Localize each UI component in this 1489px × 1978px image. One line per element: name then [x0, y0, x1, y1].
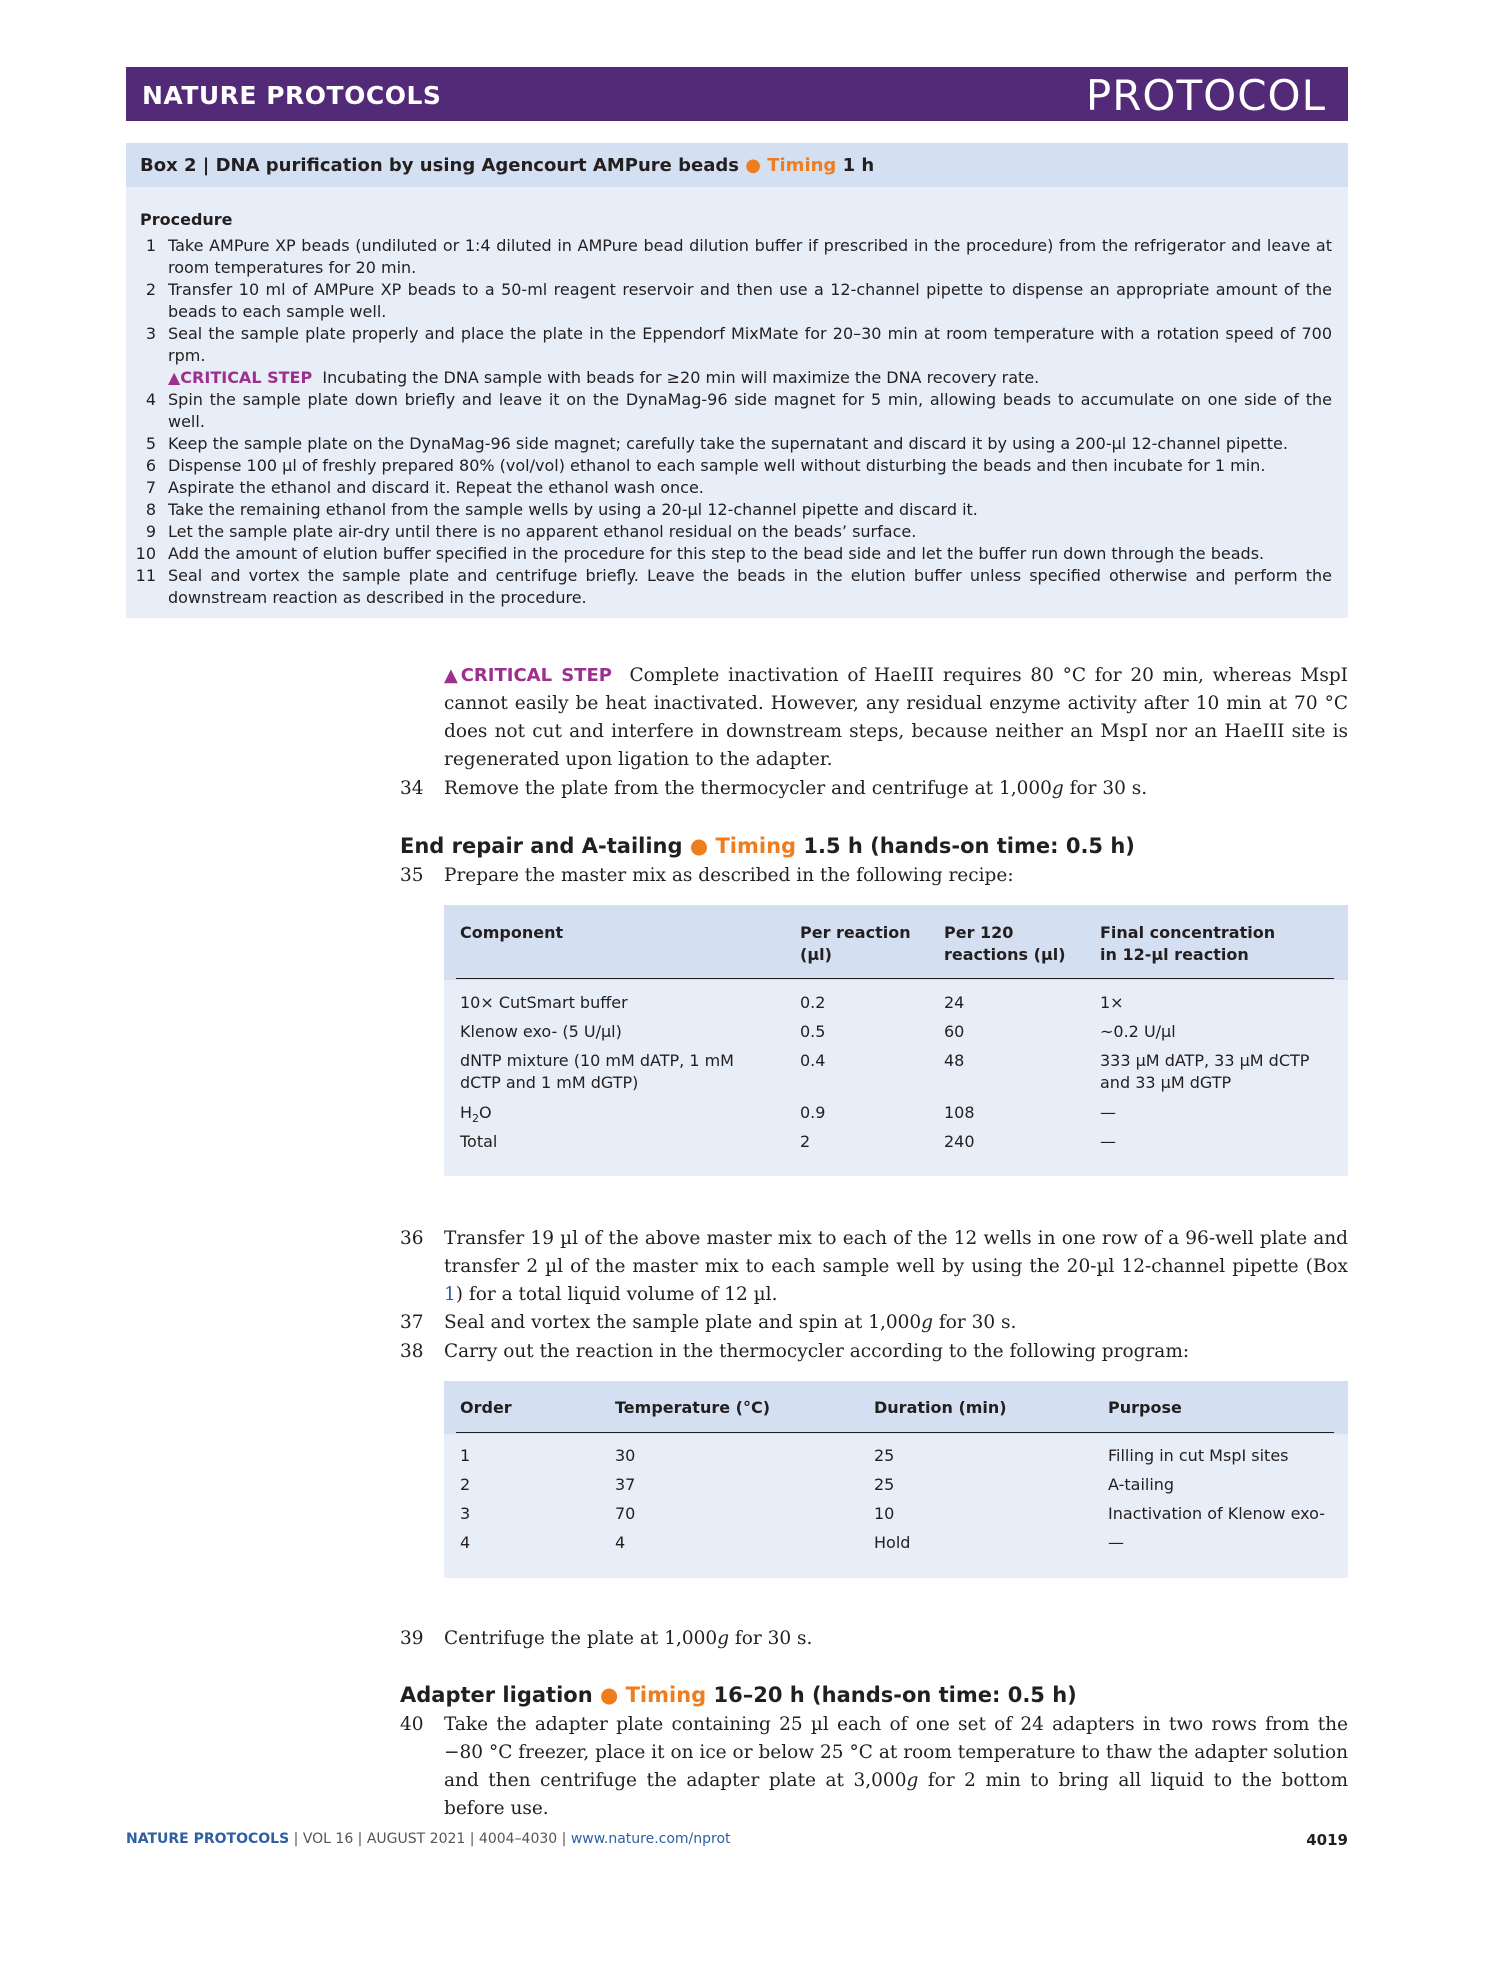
table-cell: ~0.2 U/µl [1100, 1022, 1176, 1041]
section-heading-adapter-ligation [400, 1683, 1077, 1707]
step-text: Transfer 19 µl of the above master mix to each of the 12 wells in one row of a 96-well plate and transfer 2 µl of the master mix to each sample well by using the 20-µl 12-channel pipette (Box [444, 1228, 1348, 1277]
table-cell: 0.5 [800, 1022, 826, 1041]
table-cell: 10 [874, 1504, 895, 1523]
critical-step-label: ▲CRITICAL STEP [444, 665, 612, 686]
table-cell: Klenow exo- (5 U/µl) [460, 1022, 622, 1041]
table-cell: 2 [800, 1132, 811, 1151]
g-unit: g [1051, 778, 1064, 799]
timing-value: 1.5 h (hands-on time: 0.5 h) [803, 834, 1135, 858]
master-mix-table [444, 905, 1348, 1176]
step-text: Dispense 100 µl of freshly prepared 80% (vol/vol) ethanol to each sample well without disturbing the beads and then incubate for 1 min. [168, 456, 1266, 475]
timing-value: 16–20 h (hands-on time: 0.5 h) [713, 1683, 1077, 1707]
table-cell: 2 [460, 1475, 471, 1494]
step-number: 36 [400, 1228, 424, 1249]
timing-label: Timing [625, 1683, 707, 1707]
footer-pages: 4004–4030 [478, 1831, 558, 1847]
table-cell: 24 [944, 993, 965, 1012]
procedure-step [126, 521, 1348, 543]
table-cell: dNTP mixture (10 mM dATP, 1 mM dCTP and 1 mM dGTP) [460, 1051, 734, 1092]
timing-dot-icon: ● [599, 1683, 619, 1707]
column-header: Per 120 reactions (µl) [944, 923, 1066, 964]
table-cell: 0.4 [800, 1051, 826, 1070]
procedure-step [126, 323, 1348, 367]
step-number: 4 [145, 390, 156, 409]
step-40-text [444, 1711, 1348, 1823]
column-header: Duration (min) [874, 1398, 1007, 1417]
table-cell: 1× [1100, 993, 1124, 1012]
step-text: for 2 min to bring all liquid to the bottom before use. [444, 1770, 1349, 1819]
critical-step-text: Complete inactivation of HaeIII requires 80 °C for 20 min, whereas MspI cannot easily be heat inactivated. However, any residual enzyme activity after 10 min at 70 °C does not cut and interfere in downstream steps, because neither an MspI nor an HaeIII site is regenerated upon ligation to the adapter. [444, 665, 1348, 770]
g-unit: g [717, 1628, 730, 1649]
critical-step-text: Incubating the DNA sample with beads for ≥20 min will maximize the DNA recovery rate. [322, 368, 1040, 387]
step-number: 3 [145, 324, 156, 343]
timing-dot-icon: ● [745, 155, 761, 176]
procedure-steps [126, 235, 1348, 609]
table-cell: 108 [944, 1103, 975, 1122]
step-number: 7 [145, 478, 156, 497]
column-header: Purpose [1108, 1398, 1182, 1417]
table-cell: Hold [874, 1533, 911, 1552]
step-text: Aspirate the ethanol and discard it. Repeat the ethanol wash once. [168, 478, 704, 497]
timing-dot-icon: ● [689, 834, 709, 858]
journal-name: NATURE PROTOCOLS [142, 81, 442, 110]
critical-step-paragraph [444, 662, 1348, 774]
procedure-step [126, 235, 1348, 279]
box-title-text: Box 2 | DNA purification by using Agencourt AMPure beads [140, 155, 739, 176]
step-text: Remove the plate from the thermocycler and centrifuge at 1,000 [444, 778, 1052, 799]
table-rule [456, 978, 1334, 979]
step-text: Seal and vortex the sample plate and centrifuge briefly. Leave the beads in the elution buffer unless specified otherwise and perform the downstream reaction as described in the procedure. [168, 566, 1332, 607]
critical-step-label: ▲CRITICAL STEP [168, 368, 313, 387]
table-cell: $H_2O$ [460, 1103, 492, 1126]
box-title [140, 155, 874, 176]
table-cell: 48 [944, 1051, 965, 1070]
step-text: for 30 s. [933, 1312, 1017, 1333]
step-36-text [444, 1225, 1348, 1309]
step-34-text [444, 775, 1348, 803]
step-text: for 30 s. [1063, 778, 1148, 799]
step-text: ) for a total liquid volume of 12 µl. [455, 1284, 778, 1305]
step-number: 1 [145, 236, 156, 255]
page-footer: NATURE PROTOCOLS | VOL 16 | AUGUST 2021 | 4004–4030 | www.nature.com/nprot [126, 1831, 731, 1847]
page-number: 4019 [1306, 1831, 1348, 1849]
table-cell: 4 [460, 1533, 471, 1552]
step-number: 9 [145, 522, 156, 541]
step-text: Seal and vortex the sample plate and spin at 1,000 [444, 1312, 922, 1333]
procedure-step [126, 477, 1348, 499]
step-number: 40 [400, 1714, 424, 1735]
step-text: Transfer 10 ml of AMPure XP beads to a 50-ml reagent reservoir and then use a 12-channel pipette to dispense an appropriate amount of the beads to each sample well. [168, 280, 1332, 321]
table-cell: Filling in cut MspI sites [1108, 1446, 1289, 1465]
column-header: Final concentration in 12-µl reaction [1100, 923, 1276, 964]
section-title: End repair and A-tailing [400, 834, 683, 858]
procedure-step [126, 389, 1348, 433]
table-cell: 60 [944, 1022, 965, 1041]
column-header: Temperature (°C) [615, 1398, 771, 1417]
g-unit: g [906, 1770, 919, 1791]
step-number: 10 [135, 544, 156, 563]
table-cell: 3 [460, 1504, 471, 1523]
step-35-text: Prepare the master mix as described in the following recipe: [444, 865, 1014, 886]
footer-volume: VOL 16 [302, 1831, 354, 1847]
step-text: Let the sample plate air-dry until there is no apparent ethanol residual on the beads’ surface. [168, 522, 917, 541]
table-cell: A-tailing [1108, 1475, 1175, 1494]
step-text: Add the amount of elution buffer specified in the procedure for this step to the bead side and let the buffer run down through the beads. [168, 544, 1265, 563]
journal-header-bar [126, 67, 1348, 121]
table-cell: Inactivation of Klenow exo- [1108, 1504, 1325, 1523]
table-cell: 70 [615, 1504, 636, 1523]
step-text: Centrifuge the plate at 1,000 [444, 1628, 718, 1649]
timing-label: Timing [715, 834, 797, 858]
footer-journal: NATURE PROTOCOLS [126, 1831, 290, 1847]
table-cell: 4 [615, 1533, 626, 1552]
step-number: 8 [145, 500, 156, 519]
procedure-step [126, 499, 1348, 521]
box-timing-value: 1 h [842, 155, 875, 176]
step-number: 6 [145, 456, 156, 475]
step-text: Keep the sample plate on the DynaMag-96 side magnet; carefully take the supernatant and discard it by using a 200-µl 12-channel pipette. [168, 434, 1288, 453]
table-cell: — [1108, 1533, 1124, 1552]
table-cell: 0.2 [800, 993, 826, 1012]
step-number: 37 [400, 1312, 424, 1333]
box-2 [126, 143, 1348, 618]
procedure-step [126, 565, 1348, 609]
table-cell: 30 [615, 1446, 636, 1465]
step-text: Take the remaining ethanol from the sample wells by using a 20-µl 12-channel pipette and discard it. [168, 500, 978, 519]
step-text: Take the adapter plate containing 25 µl each of one set of 24 adapters in two rows from the −80 °C freezer, place it on ice or below 25 °C at room temperature to thaw the adapter solution and then centrifuge the adapter plate at 3,000 [444, 1714, 1348, 1791]
table-cell: 0.9 [800, 1103, 826, 1122]
column-header: Component [460, 923, 564, 942]
table-cell: 240 [944, 1132, 975, 1151]
table-cell: 333 µM dATP, 33 µM dCTP and 33 µM dGTP [1100, 1051, 1310, 1092]
table-rule [456, 1432, 1334, 1433]
procedure-step [126, 279, 1348, 323]
procedure-step [126, 543, 1348, 565]
step-number: 38 [400, 1341, 424, 1362]
step-number: 34 [400, 778, 424, 799]
step-38-text: Carry out the reaction in the thermocycler according to the following program: [444, 1341, 1190, 1362]
table-cell: Total [460, 1132, 498, 1151]
step-number: 39 [400, 1628, 424, 1649]
table-cell: — [1100, 1103, 1116, 1122]
procedure-step [126, 433, 1348, 455]
table-cell: 25 [874, 1446, 895, 1465]
footer-date: AUGUST 2021 [366, 1831, 466, 1847]
table-cell: — [1100, 1132, 1116, 1151]
table-cell: 25 [874, 1475, 895, 1494]
step-text: for 30 s. [729, 1628, 813, 1649]
box-critical-step [126, 367, 1348, 389]
column-header: Order [460, 1398, 512, 1417]
step-text: Take AMPure XP beads (undiluted or 1:4 diluted in AMPure bead dilution buffer if prescribed in the procedure) from the refrigerator and leave at room temperatures for 20 min. [168, 236, 1332, 277]
section-heading-end-repair [400, 834, 1135, 858]
step-text: Spin the sample plate down briefly and leave it on the DynaMag-96 side magnet for 5 min, allowing beads to accumulate on one side of the well. [168, 390, 1332, 431]
step-37-text [444, 1309, 1348, 1337]
procedure-step [126, 455, 1348, 477]
g-unit: g [921, 1312, 933, 1333]
step-number: 35 [400, 865, 424, 886]
section-title: Adapter ligation [400, 1683, 593, 1707]
footer-url-link[interactable]: www.nature.com/nprot [570, 1831, 731, 1847]
thermocycler-program-table [444, 1381, 1348, 1578]
table-cell: 10× CutSmart buffer [460, 993, 628, 1012]
column-header: Per reaction (µl) [800, 923, 911, 964]
step-text: Seal the sample plate properly and place the plate in the Eppendorf MixMate for 20–30 min at room temperature with a rotation speed of 700 rpm. [168, 324, 1332, 365]
box-title-bar [126, 143, 1348, 187]
step-number: 11 [135, 566, 156, 585]
step-number: 5 [145, 434, 156, 453]
table-cell: 1 [460, 1446, 471, 1465]
table-cell: 37 [615, 1475, 636, 1494]
step-39-text [444, 1625, 1348, 1653]
procedure-heading: Procedure [140, 210, 233, 229]
article-type: PROTOCOL [1085, 71, 1326, 120]
box-link[interactable]: 1 [444, 1284, 456, 1305]
step-number: 2 [145, 280, 156, 299]
box-timing-label: Timing [767, 155, 837, 176]
